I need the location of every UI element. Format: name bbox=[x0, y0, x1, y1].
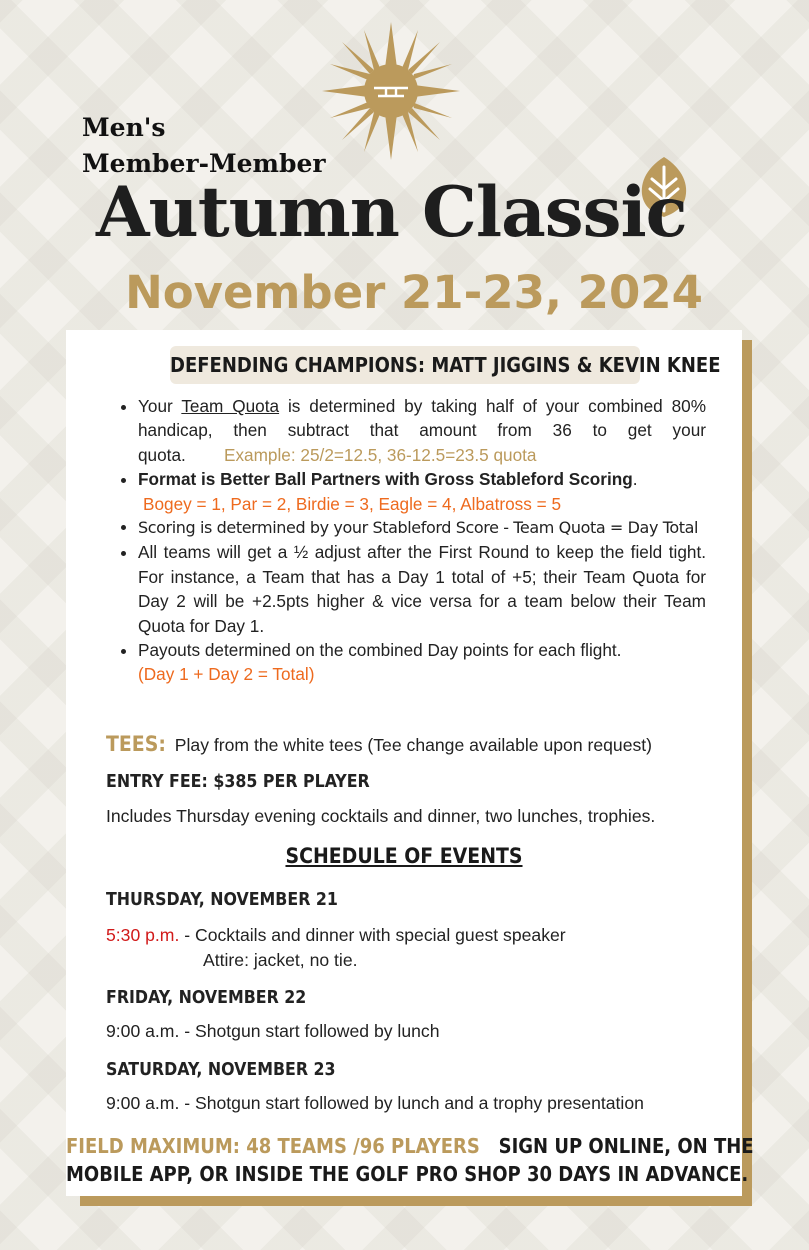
team-quota-term: Team Quota bbox=[181, 396, 280, 416]
quota-example: Example: 25/2=12.5, 36-12.5=23.5 quota bbox=[224, 444, 537, 465]
tees-text: Play from the white tees (Tee change available upon request) bbox=[174, 735, 653, 755]
event-date: November 21-23, 2024 bbox=[125, 266, 703, 319]
saturday-heading: SATURDAY, NOVEMBER 23 bbox=[106, 1060, 336, 1080]
tees-row bbox=[106, 732, 652, 756]
mens-label: Men's bbox=[82, 113, 166, 142]
list-item: • Format is Better Ball Partners with Gross Stableford Scoring. Bogey = 1, Par = 2, Birdie = 3, Eagle = 4, Albatross = 5 bbox=[138, 467, 706, 516]
sun-logo-icon bbox=[322, 22, 460, 160]
thursday-attire: Attire: jacket, no tie. bbox=[203, 950, 358, 970]
member-member-label: Member-Member bbox=[82, 149, 326, 178]
entry-fee-text: Includes Thursday evening cocktails and dinner, two lunches, trophies. bbox=[106, 806, 656, 826]
friday-heading: FRIDAY, NOVEMBER 22 bbox=[106, 988, 307, 1008]
stableford-points: Bogey = 1, Par = 2, Birdie = 3, Eagle = 4, Albatross = 5 bbox=[143, 493, 562, 514]
thursday-time: 5:30 p.m. bbox=[106, 925, 180, 945]
footer-line-1 bbox=[66, 1134, 754, 1158]
schedule-title: SCHEDULE OF EVENTS bbox=[285, 844, 523, 868]
format-text: Format is Better Ball Partners with Gross Stableford Scoring bbox=[138, 469, 633, 490]
payout-formula: (Day 1 + Day 2 = Total) bbox=[138, 664, 315, 685]
thursday-heading: THURSDAY, NOVEMBER 21 bbox=[106, 890, 338, 910]
defending-champions-banner: DEFENDING CHAMPIONS: MATT JIGGINS & KEVIN KNEE bbox=[170, 346, 640, 384]
thursday-event: 5:30 p.m. - Cocktails and dinner with special guest speaker bbox=[106, 925, 566, 945]
list-item: • Your Team Quota is determined by taking half of your combined 80% handicap, then subtract that amount from 36 to get your quota. Example: 25/2=12.5, 36-12.5=23.5 quota bbox=[138, 394, 706, 467]
entry-fee-label: ENTRY FEE: $385 PER PLAYER bbox=[106, 772, 370, 792]
list-item: • Scoring is determined by your Stableford Score - Team Quota = Day Total bbox=[138, 516, 706, 540]
saturday-event: 9:00 a.m. - Shotgun start followed by lunch and a trophy presentation bbox=[106, 1093, 644, 1113]
list-item: • All teams will get a ½ adjust after the First Round to keep the field tight. For instance, a Team that has a Day 1 total of +5; their Team Quota for Day 2 will be +2.5pts higher & vice versa for a team below their Team Quota for Day 1. bbox=[138, 540, 706, 638]
info-card bbox=[66, 330, 754, 1196]
rules-list bbox=[114, 394, 706, 687]
signup-text-1: SIGN UP ONLINE, ON THE bbox=[498, 1134, 754, 1158]
tees-label: TEES: bbox=[106, 732, 166, 756]
friday-event: 9:00 a.m. - Shotgun start followed by lunch bbox=[106, 1021, 440, 1041]
footer-line-2: MOBILE APP, OR INSIDE THE GOLF PRO SHOP 30 DAYS IN ADVANCE. bbox=[66, 1162, 749, 1186]
list-item: • Payouts determined on the combined Day points for each flight. (Day 1 + Day 2 = Total) bbox=[138, 638, 706, 687]
event-title: Autumn Classic bbox=[96, 172, 687, 253]
field-maximum: FIELD MAXIMUM: 48 TEAMS /96 PLAYERS bbox=[66, 1134, 480, 1158]
